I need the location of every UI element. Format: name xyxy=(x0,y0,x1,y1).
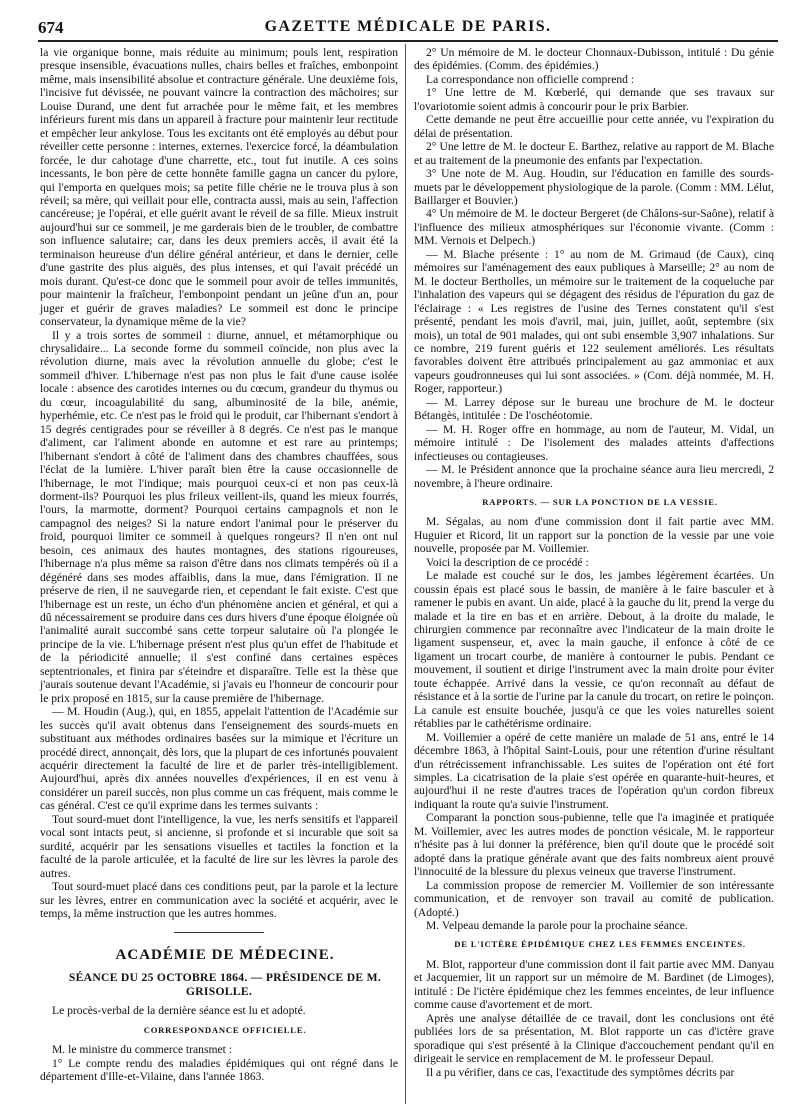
ictere-heading: DE L'ICTÈRE ÉPIDÉMIQUE CHEZ LES FEMMES ENCEINTES. xyxy=(454,939,746,950)
paragraph: — M. le Président annonce que la prochaine séance aura lieu mercredi, 2 novembre, à l'heure ordinaire. xyxy=(414,463,774,490)
paragraph: Cette demande ne peut être accueillie pour cette année, vu l'expiration du délai de présentation. xyxy=(414,113,774,140)
paragraph: 2° Une lettre de M. le docteur E. Barthez, relative au rapport de M. Blache et au traitement de la pneumonie des enfants par l'expectation. xyxy=(414,140,774,167)
academy-title: ACADÉMIE DE MÉDECINE. xyxy=(115,947,335,964)
paragraph: 4° Un mémoire de M. le docteur Bergeret (de Châlons-sur-Saône), relatif à l'influence des milieux atmosphériques sur l'économie vivante. (Comm : MM. Vernois et Delpech.) xyxy=(414,207,774,248)
seance-heading: SÉANCE DU 25 OCTOBRE 1864. — PRÉSIDENCE DE M. GRISOLLE. xyxy=(68,971,382,998)
paragraph: Le malade est couché sur le dos, les jambes légèrement écartées. Un coussin épais est placé sous le bassin, de manière à le faire basculer et à ramener le pubis en avant. Un aide, placé à la gauche du lit, prend la verge du malade et la tire en bas et en arrière. Debout, à la droite du malade, le chirurgien commence par reconnaître avec l'indicateur de la main droite le ligament suspenseur, et, avec la main gauche, il enfonce à côté de ce ligament un trocart courbe, de manière à contourner le pubis. Pendant ce mouvement, il soutient et dirige l'instrument avec la main droite pour éviter toute échappée. Arrivé dans la vessie, ce qu'on reconnaît au défaut de résistance et à la sortie de l'urine par la canule du trocart, on retire le poinçon. La canule est ensuite bouchée, jusqu'à ce que les voies naturelles soient rétablies par le cathétérisme ordinaire. xyxy=(414,569,775,731)
paragraph: Après une analyse détaillée de ce travail, dont les conclusions ont été publiées lors de sa présentation, M. Blot rapporte un cas d'ictère grave sporadique qui s'est présenté à la Clinique d'accouchement pendant qu'il en dirigeait le service en remplacement de M. le professeur Depaul. xyxy=(414,1011,774,1066)
paragraph: Tout sourd-muet placé dans ces conditions peut, par la parole et la lecture sur les lèvres, entrer en communication avec la société et acquérir, avec le temps, la même instruction que les autres hommes. xyxy=(40,880,398,920)
paragraph: M. Blot, rapporteur d'une commission dont il fait partie avec MM. Danyau et Jacquemier, lit un rapport sur un mémoire de M. Bardinet (de Limoges), intitulé : De l'ictère épidémique chez les femmes enceintes, de leur influence comme cause d'avortement et de mort. xyxy=(414,957,774,1012)
paragraph: La commission propose de remercier M. Voillemier de son intéressante communication, et de renvoyer son travail au comité de publication. (Adopté.) xyxy=(414,878,774,919)
paragraph: — M. Larrey dépose sur le bureau une brochure de M. le docteur Bétangès, intitulée : De l'oschéotomie. xyxy=(414,395,774,423)
paragraph: 2° Un mémoire de M. le docteur Chonnaux-Dubisson, intitulé : Du génie des épidémies. (Comm. des épidémies.) xyxy=(414,46,774,73)
paragraph: — M. Blache présente : 1° au nom de M. Grimaud (de Caux), cinq mémoires sur l'aménagement des eaux publiques à Marseille; 2° au nom de M. le docteur Bertholles, un mémoire sur le traitement de la coqueluche par l'inhalation des vapeurs qui se dégagent des résidus de l'épuration du gaz de l'éclairage : « Les registres de l'usine des Ternes constatent qu'il s'est présenté, pendant les mois d'avril, mai, juin, juillet, août, septembre (six mois), un total de 901 malades, qui ont subi ensemble 3,907 inhalations. Sur ce nombre, 219 furent guéris et 122 seulement améliorés. Les résultats favorables doivent être attribués principalement au gaz ammoniac et aux vapeurs goudronneuses qui lui sont associées. » (Com. déjà nommée, M. H. Roger, rapporteur.) xyxy=(414,247,774,396)
paragraph: 3° Une note de M. Aug. Houdin, sur l'éducation en famille des sourds-muets par le développement physiologique de la parole. (Comm : MM. Lélut, Baillarger et Bouvier.) xyxy=(414,167,774,207)
rapports-heading: RAPPORTS. — SUR LA PONCTION DE LA VESSIE. xyxy=(482,496,718,507)
paragraph: Comparant la ponction sous-pubienne, telle que l'a imaginée et pratiquée M. Voillemier, avec les autres modes de ponction vésicale, M. le rapporteur n'hésite pas à lui donner la préférence, bien qu'il doute que le procédé soit adopté dans la pratique générale avant que des faits nombreux aient prouvé l'innocuité de la blessure du plexus veineux que traverse l'instrument. xyxy=(414,811,774,879)
paragraph: Il a pu vérifier, dans ce cas, l'exactitude des symptômes décrits par xyxy=(426,1065,735,1079)
correspondence-heading: CORRESPONDANCE OFFICIELLE. xyxy=(143,1024,307,1035)
paragraph: Le procès-verbal de la dernière séance est lu et adopté. xyxy=(52,1004,306,1018)
page-header xyxy=(38,14,778,42)
paragraph: M. le ministre du commerce transmet : xyxy=(52,1043,232,1057)
paragraph: M. Ségalas, au nom d'une commission dont il fait partie avec MM. Huguier et Ricord, lit un rapport sur la ponction de la vessie par une voie nouvelle, proposée par M. Voillemier. xyxy=(414,515,774,556)
paragraph: la vie organique bonne, mais réduite au minimum; pouls lent, respiration presque insensible, évacuations nulles, chairs belles et fraîches, embonpoint même, mais insensibilité absolue et contracture générale. Une deuxième fois, l'incisive fut dévissée, ne pouvant vaincre la contraction des mâchoires; sur Louise Durand, une dent fut arrachée pour le même fait, et les membres inférieurs furent mis dans un appareil à fracture pour maintenir leur rectitude et empêcher leur ankylose. Tous les excitants ont été employés au début pour réveiller cette personne : internes, externes. l'exercice forcé, la déambulation forcée, le dur cahotage d'une charrette, etc., tout fut inutile. A ces soins incessants, le bon père de cette honnête famille gagna un cancer du pylore, qui l'emporta en quelques mois; sa petite fille chérie ne le trouva plus à son réveil; sa mère, qui veillait pour elle, contracta aussi, mais au sein, l'affection cancéreuse; je l'opérai, et elle guérit avant le réveil de sa fille. Mieux instruit aujourd'hui sur ce sommeil, je me garderais bien de le troubler, de combattre son influence salutaire; car, dans les deux premiers accès, il avait été la terminaison heureuse d'un délire général antérieur, et dans le dernier, celle d'une gastrite des plus aiguës, des plus intenses, et qui l'avait précédé un mois durant. Qu'est-ce donc que le sommeil pour avoir de telles immunités, pour maintenir la fraîcheur, l'embonpoint pendant un jeûne d'un an, pour juger et guérir de graves maladies? Le sommeil est donc le principe conservateur, la dynamique même de la vie? xyxy=(40,46,398,329)
paragraph: 1° Le compte rendu des maladies épidémiques qui ont régné dans le département d'Ille-et-Vilaine, dans l'année 1863. xyxy=(40,1056,398,1084)
column-divider xyxy=(405,44,406,1104)
right-column xyxy=(414,46,774,1079)
paragraph: La correspondance non officielle comprend : xyxy=(426,72,635,86)
paragraph: Tout sourd-muet dont l'intelligence, la vue, les nerfs sensitifs et l'appareil vocal sont intacts peut, si ancienne, si profonde et si incurable que soit sa surdité, acquérir par les sensations visuelles et tactiles la fonction et la faculté de la parole articulée, et la faculté de lire sur les lèvres la parole des autres. xyxy=(40,812,398,880)
left-column xyxy=(40,46,398,1084)
paragraph: M. Voillemier a opéré de cette manière un malade de 51 ans, entré le 14 décembre 1863, à l'hôpital Saint-Louis, pour une rétention d'urine résultant d'un rétrécissement infranchissable. Les suites de l'opération ont été fort simples. La cicatrisation de la plaie s'est opérée en quarante-huit-heures, et aujourd'hui il ne reste d'autres traces de l'opération qu'un cordon fibreux indiquant la route qu'a suivie l'instrument. xyxy=(414,730,774,811)
paragraph: M. Velpeau demande la parole pour la prochaine séance. xyxy=(426,919,688,932)
paragraph: Il y a trois sortes de sommeil : diurne, annuel, et métamorphique ou chrysalidaire... La seconde forme du sommeil coïncide, non plus avec la révolution diurne, mais avec la révolution annuelle du globe; c'est le sommeil d'hiver. L'hibernage n'est pas non plus le fait d'une cause isolée locale : absence des carotides internes ou du cœcum, grandeur du thymus ou du cœur, incoagulabilité du sang, albuminosité de la bile, anémie, hyperhémie, etc. Ce n'est pas le froid qui le produit, car l'hibernant s'endort à 15 degrés centigrades pour se réveiller à 8 degrés. Ce n'est pas le manque d'aliment, car l'aliment abonde en automne et est rare au printemps; l'hibernant s'endort à côté de l'aliment dans des chambres chauffées, sous l'éclat de la lumière. L'hiver paraît bien être la cause occasionnelle de l'hibernage, le mot l'indique; mais pourquoi ceux-ci et non pas ceux-là dorment-ils? Pourquoi les plus frileux veillent-ils, quand les mieux fourrés, l'ours, la marmotte, dorment? Pourquoi certains campagnols et non le campagnol des neiges? Si la nature endort l'animal pour le préserver du froid, pourquoi limiter ce sommeil à quelques rongeurs? Il n'en ont nul besoin, ces animaux des hautes montagnes, des stations rigoureuses, l'hibernage n'a plus même sa raison d'être dans nos climats tempérés où il a dégénéré dans ses modes affaiblis, dans la mue, dans l'émigration. Il ne préserve de rien, il ne sauvegarde rien, et cependant le fait existe. C'est que l'hibernage est un reste, un écho d'un phénomène ancien et général, et qui a dû nécessairement se produire dans ces durs hivers d'une époque éloignée où l'animalité aurait succombé sans cette torpeur salutaire où l'a plongée le principe de la vie. L'hibernage présent n'est plus qu'un effet de l'habitude et de la périodicité annuelle; il s'est confiné dans certaines espèces septentrionales, et finira par s'éteindre et disparaître. Telle est la thèse que j'aurais soutenue devant l'Académie, si j'avais eu l'honneur de concourir pour le prix proposé en 1815, sur la cause première de l'hibernage. xyxy=(40,328,398,705)
page-number: 674 xyxy=(38,18,64,37)
paragraph: 1° Une lettre de M. Kœberlé, qui demande que ses travaux sur l'ovariotomie soient admis à concourir pour le prix Barbier. xyxy=(414,86,774,113)
journal-title: GAZETTE MÉDICALE DE PARIS. xyxy=(264,18,552,35)
paragraph: Voici la description de ce procédé : xyxy=(426,555,589,569)
paragraph: — M. Houdin (Aug.), qui, en 1855, appelait l'attention de l'Académie sur les succès qu'il avait obtenus dans l'enseignement des sourds-muets en substituant aux méthodes ordinaires basées sur la mimique et l'écriture un procédé direct, annonçait, dès lors, que la plupart de ces infortunés pouvaient acquérir directement la faculté de lire et de parler très-intelligiblement. Aujourd'hui, après dix années nouvelles d'expériences, il en est venu à considérer un pareil succès, non plus comme un cas fréquent, mais comme le cas général. C'est ce qu'il exprime dans les termes suivants : xyxy=(40,705,398,813)
paragraph: — M. H. Roger offre en hommage, au nom de l'auteur, M. Vidal, un mémoire intitulé : De l'isolement des malades atteints d'affections infectieuses ou contagieuses. xyxy=(414,422,774,463)
